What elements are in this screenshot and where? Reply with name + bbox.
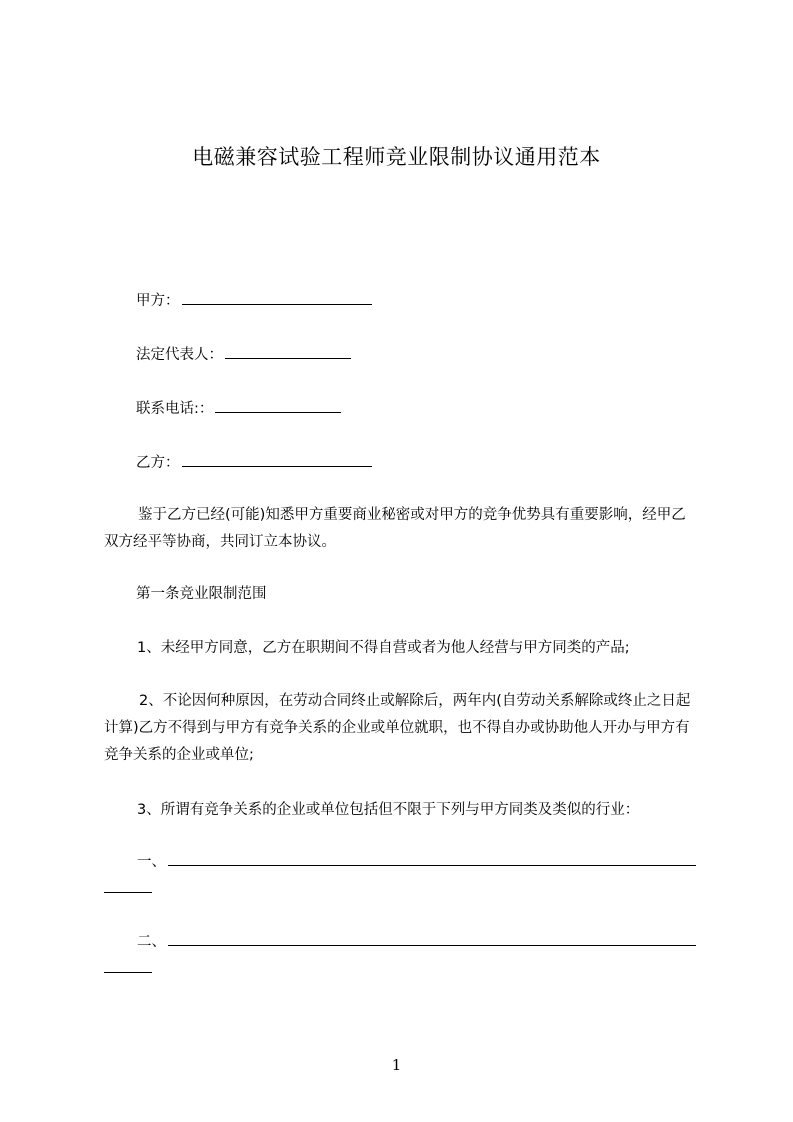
item-2-blank-cont	[104, 959, 152, 979]
industry-item-1	[137, 852, 696, 872]
party-b-field	[136, 453, 372, 473]
party-a-blank	[182, 292, 372, 305]
industry-item-2	[137, 932, 696, 952]
clause-2: 2、不论因何种原因，在劳动合同终止或解除后，两年内(自劳动关系解除或终止之日起计算)乙方不得到与甲方有竞争关系的企业或单位就职，也不得自办或协助他人开办与甲方有竞争关系的企业或单位;	[104, 693, 691, 763]
clause-3: 3、所谓有竞争关系的企业或单位包括但不限于下列与甲方同类及类似的行业：	[137, 802, 640, 818]
item-2-blank-continued	[104, 960, 152, 973]
item-2-label: 二、	[137, 934, 166, 950]
page-title: 电磁兼容试验工程师竞业限制协议通用范本	[192, 145, 601, 169]
item-1-blank	[168, 853, 696, 866]
page-number: 1	[391, 1056, 402, 1074]
legal-rep-label: 法定代表人：	[136, 347, 223, 363]
item-1-label: 一、	[137, 854, 166, 870]
party-b-label: 乙方：	[136, 455, 180, 471]
clause-1: 1、未经甲方同意，乙方在职期间不得自营或者为他人经营与甲方同类的产品;	[137, 640, 630, 656]
article1-heading: 第一条竞业限制范围	[136, 586, 267, 602]
item-2-blank	[168, 933, 696, 946]
phone-blank	[215, 400, 341, 413]
phone-label: 联系电话:：	[136, 401, 214, 417]
item-1-blank-continued	[104, 880, 152, 893]
phone-field	[136, 399, 341, 419]
party-a-label: 甲方：	[136, 293, 180, 309]
preamble-paragraph: 鉴于乙方已经(可能)知悉甲方重要商业秘密或对甲方的竞争优势具有重要影响，经甲乙双方经平等协商，共同订立本协议。	[104, 507, 686, 550]
legal-rep-blank	[225, 346, 351, 359]
party-a-field	[136, 291, 372, 311]
party-b-blank	[182, 454, 372, 467]
legal-rep-field	[136, 345, 351, 365]
item-1-blank-cont	[104, 879, 152, 899]
